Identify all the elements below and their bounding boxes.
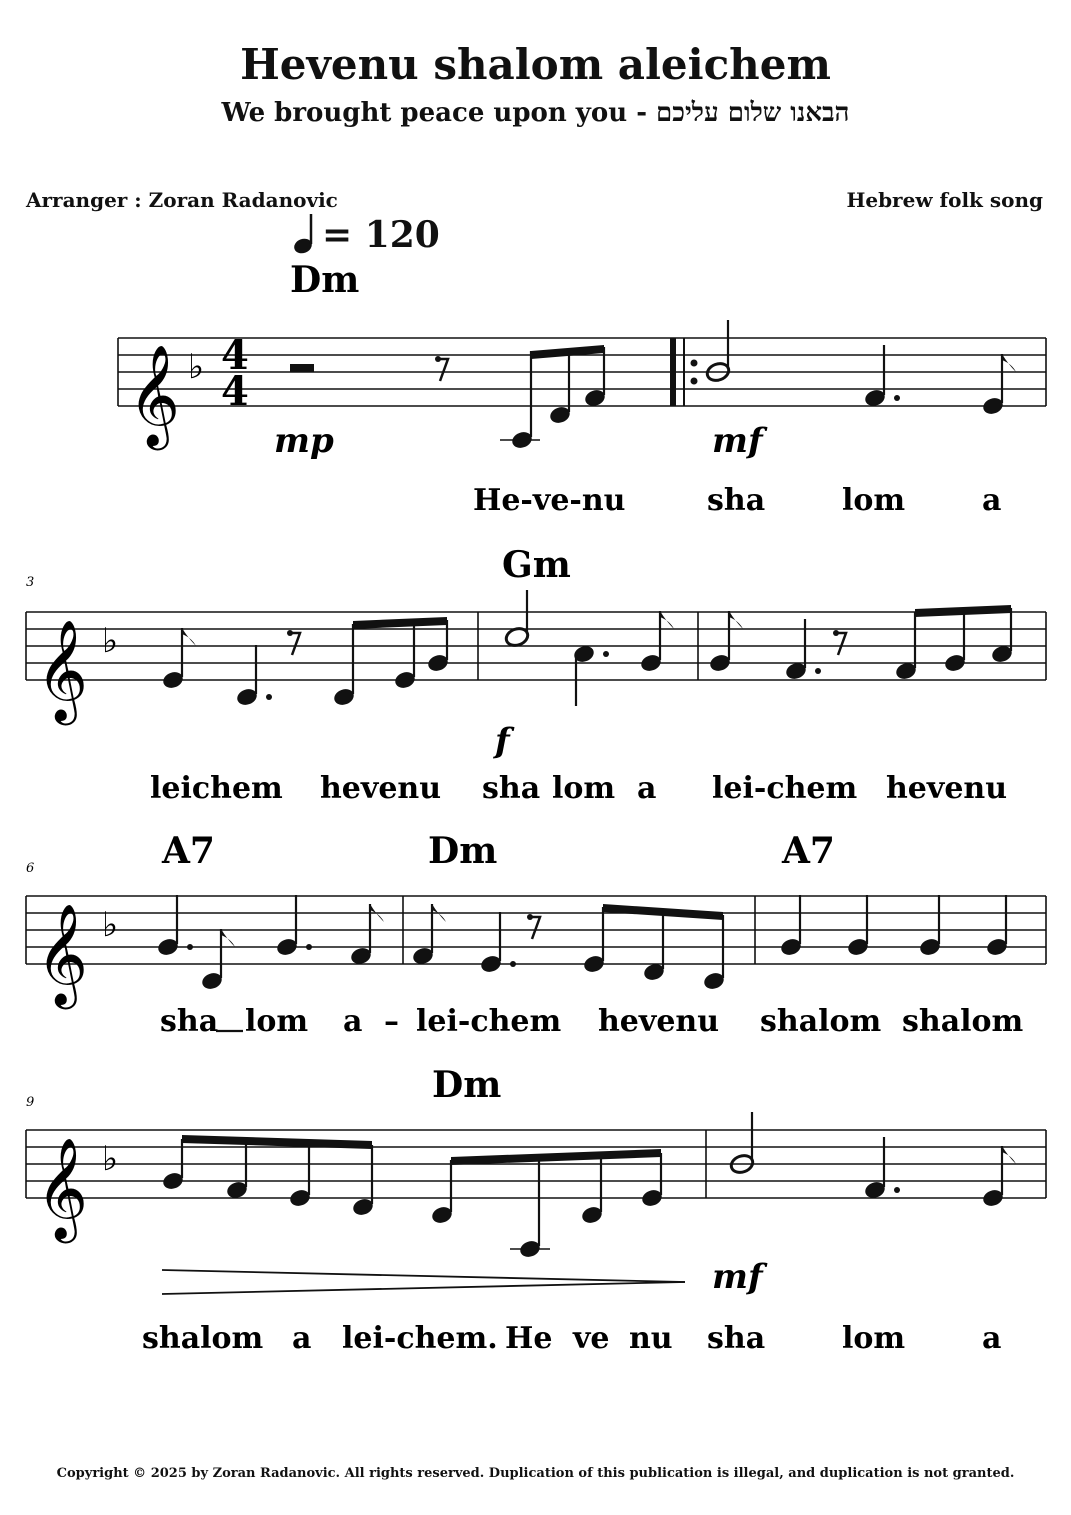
lyric-syllable: sha xyxy=(482,771,541,806)
half-rest xyxy=(290,364,314,372)
flat-icon: ♭ xyxy=(102,1139,119,1179)
copyright-notice: Copyright © 2025 by Zoran Radanovic. All rights reserved. Duplication of this publication is illegal, and duplication is not granted. xyxy=(56,1466,1015,1481)
lyric-syllable: hevenu xyxy=(320,771,442,806)
arranger-credit: Arranger : Zoran Radanovic xyxy=(26,188,338,212)
time-sig-top: 4 xyxy=(221,332,249,379)
tempo-note-glyph xyxy=(292,214,314,256)
flat-icon: ♭ xyxy=(188,347,205,387)
lyric-syllable: a xyxy=(637,771,657,806)
dynamic-mark: mp xyxy=(274,421,334,461)
lyric-syllable: He xyxy=(505,1321,553,1356)
measure-number: 3 xyxy=(26,575,35,590)
dynamic-mark: mf xyxy=(712,421,763,461)
lyric-syllable: leichem xyxy=(150,771,283,806)
lyric-syllable: a xyxy=(982,1321,1002,1356)
chord-symbol: Dm xyxy=(428,830,498,872)
dynamic-mark: mf xyxy=(712,1257,763,1297)
lyric-syllable: shalom xyxy=(760,1004,882,1039)
lyric-syllable: a xyxy=(343,1004,363,1039)
measure-number: 9 xyxy=(26,1095,35,1110)
eighth-rest xyxy=(290,633,300,655)
system-4 xyxy=(26,1095,1046,1294)
lyric-syllable: a xyxy=(982,483,1002,518)
time-sig-bottom: 4 xyxy=(221,368,249,415)
treble-clef-icon: 𝄞 xyxy=(36,902,89,1005)
lyric-syllable: hevenu xyxy=(598,1004,720,1039)
lyric-syllable: sha xyxy=(707,1321,766,1356)
treble-clef-icon: 𝄞 xyxy=(36,618,89,721)
lyric-syllable: sha xyxy=(160,1004,219,1039)
lyric-syllable: shalom xyxy=(902,1004,1024,1039)
piece-subtitle: We brought peace upon you - הבאנו שלום עליכם xyxy=(221,98,850,128)
lyric-hyphen: – xyxy=(384,1004,399,1039)
flat-icon: ♭ xyxy=(102,621,119,661)
chord-symbol: Gm xyxy=(502,544,571,586)
eighth-rest xyxy=(438,359,448,381)
system-2 xyxy=(26,575,1046,726)
decrescendo-hairpin xyxy=(162,1270,685,1294)
lyric-syllable: hevenu xyxy=(886,771,1008,806)
tempo-value: = 120 xyxy=(322,214,440,256)
chord-symbol: A7 xyxy=(782,830,835,872)
lyric-syllable: He-ve-nu xyxy=(473,483,626,518)
treble-clef-icon: 𝄞 xyxy=(36,1136,89,1239)
lyric-syllable: a xyxy=(292,1321,312,1356)
beam xyxy=(531,345,604,359)
lyric-syllable: nu xyxy=(629,1321,673,1356)
system-3 xyxy=(26,861,1046,1010)
lyric-syllable: sha xyxy=(707,483,766,518)
chord-symbol: Dm xyxy=(432,1064,502,1106)
chord-symbol: Dm xyxy=(290,259,360,301)
lyric-syllable: ve xyxy=(573,1321,610,1356)
lyric-syllable: lei-chem xyxy=(712,771,858,806)
measure-number: 6 xyxy=(26,861,35,876)
treble-clef-icon: 𝄞 xyxy=(128,343,181,446)
composer-credit: Hebrew folk song xyxy=(846,188,1043,212)
piece-title: Hevenu shalom aleichem xyxy=(240,40,831,89)
lyric-syllable: lom xyxy=(245,1004,309,1039)
flat-icon: ♭ xyxy=(102,905,119,945)
lyric-syllable: lom xyxy=(842,483,906,518)
lyric-syllable: lei-chem xyxy=(416,1004,562,1039)
dynamic-mark: f xyxy=(495,721,510,761)
system-1 xyxy=(118,320,1046,451)
lyric-syllable: lom xyxy=(552,771,616,806)
lyric-syllable: lei-chem. xyxy=(342,1321,498,1356)
chord-symbol: A7 xyxy=(162,830,215,872)
lyric-syllable: lom xyxy=(842,1321,906,1356)
lyric-syllable: shalom xyxy=(142,1321,264,1356)
